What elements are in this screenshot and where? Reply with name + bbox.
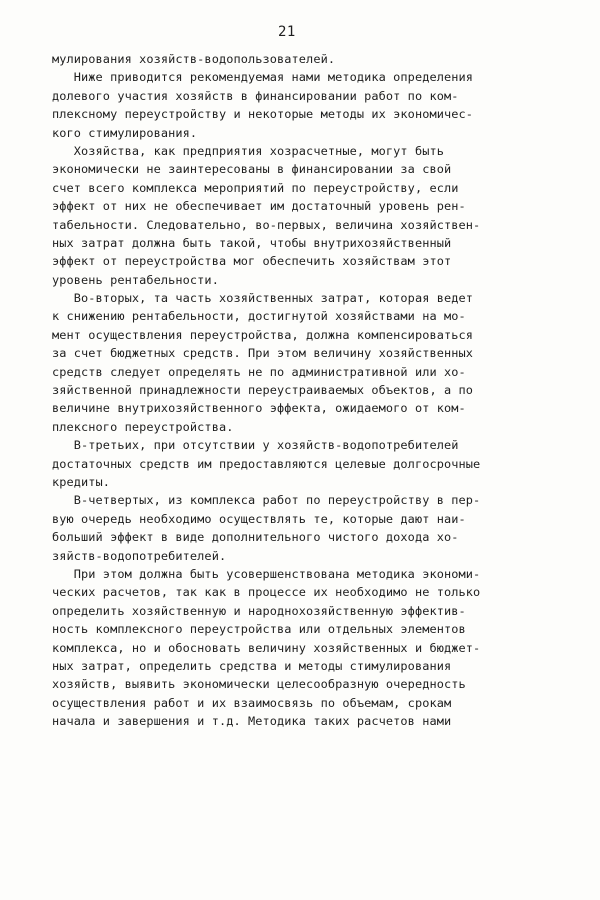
paragraph xyxy=(52,289,552,436)
text-line: долевого участия хозяйств в финансировании работ по ком- xyxy=(52,88,459,103)
body-text xyxy=(52,50,552,730)
text-line: мулирования хозяйств-водопользователей. xyxy=(52,52,336,66)
text-line: При этом должна быть усовершенствована методика экономи- xyxy=(52,566,481,581)
text-line: средств следует определять не по административной или хо- xyxy=(52,364,466,379)
text-line: В-третьих, при отсутствии у хозяйств-водопотребителей xyxy=(52,438,459,453)
text-line: хозяйств, выявить экономически целесообразную очередность xyxy=(52,677,466,692)
text-line: плексному переустройству и некоторые методы их экономичес- xyxy=(52,107,474,122)
text-line: В-четвертых, из комплекса работ по переустройству в пер- xyxy=(52,493,481,508)
text-line: экономически не заинтересованы в финансировании за свой xyxy=(52,162,452,177)
text-line: больший эффект в виде дополнительного чистого дохода хо- xyxy=(52,530,459,545)
text-line: комплекса, но и обосновать величину хозяйственных и бюджет- xyxy=(52,640,481,655)
text-line: мент осуществления переустройства, должна компенсироваться xyxy=(52,327,474,342)
text-line: ных затрат должна быть такой, чтобы внутрихозяйственный xyxy=(52,235,452,250)
text-line: зяйств-водопотребителей. xyxy=(52,548,227,563)
text-line: вую очередь необходимо осуществлять те, которые дают наи- xyxy=(52,511,466,526)
text-line: счет всего комплекса мероприятий по переустройству, если xyxy=(52,180,459,195)
text-line: Хозяйства, как предприятия хозрасчетные, могут быть xyxy=(52,143,444,158)
text-line: уровень рентабельности. xyxy=(52,272,219,287)
text-line: кого стимулирования. xyxy=(52,125,198,140)
text-line: определить хозяйственную и народнохозяйственную эффектив- xyxy=(52,603,466,618)
paragraph xyxy=(52,68,552,142)
text-line: зяйственной принадлежности переустраиваемых объектов, а по xyxy=(52,383,474,398)
text-line: величине внутрихозяйственного эффекта, ожидаемого от ком- xyxy=(52,401,466,416)
text-line: эффект от них не обеспечивает им достаточный уровень рен- xyxy=(52,199,466,214)
text-line: достаточных средств им предоставляются целевые долгосрочные xyxy=(52,456,481,471)
text-line: за счет бюджетных средств. При этом величину хозяйственных xyxy=(52,346,474,361)
text-line: ных затрат, определить средства и методы стимулирования xyxy=(52,658,452,673)
paragraph xyxy=(52,50,552,68)
text-line: табельности. Следовательно, во-первых, величина хозяйствен- xyxy=(52,217,481,232)
text-line: Ниже приводится рекомендуемая нами методика определения xyxy=(52,70,474,85)
text-line: ческих расчетов, так как в процессе их необходимо не только xyxy=(52,585,481,600)
text-line: эффект от переустройства мог обеспечить хозяйствам этот xyxy=(52,254,452,269)
text-line: кредиты. xyxy=(52,474,111,489)
text-line: начала и завершения и т.д. Методика таких расчетов нами xyxy=(52,714,452,729)
paragraph xyxy=(52,565,552,731)
text-line: Во-вторых, та часть хозяйственных затрат, которая ведет xyxy=(52,291,474,306)
page-number: 21 xyxy=(278,24,296,40)
paragraph xyxy=(52,142,552,289)
text-line: ность комплексного переустройства или отдельных элементов xyxy=(52,622,466,637)
text-line: осуществления работ и их взаимосвязь по объемам, срокам xyxy=(52,695,452,710)
text-line: плексного переустройства. xyxy=(52,419,234,434)
text-line: к снижению рентабельности, достигнутой хозяйствами на мо- xyxy=(52,309,466,324)
paragraph xyxy=(52,491,552,565)
paragraph xyxy=(52,436,552,491)
